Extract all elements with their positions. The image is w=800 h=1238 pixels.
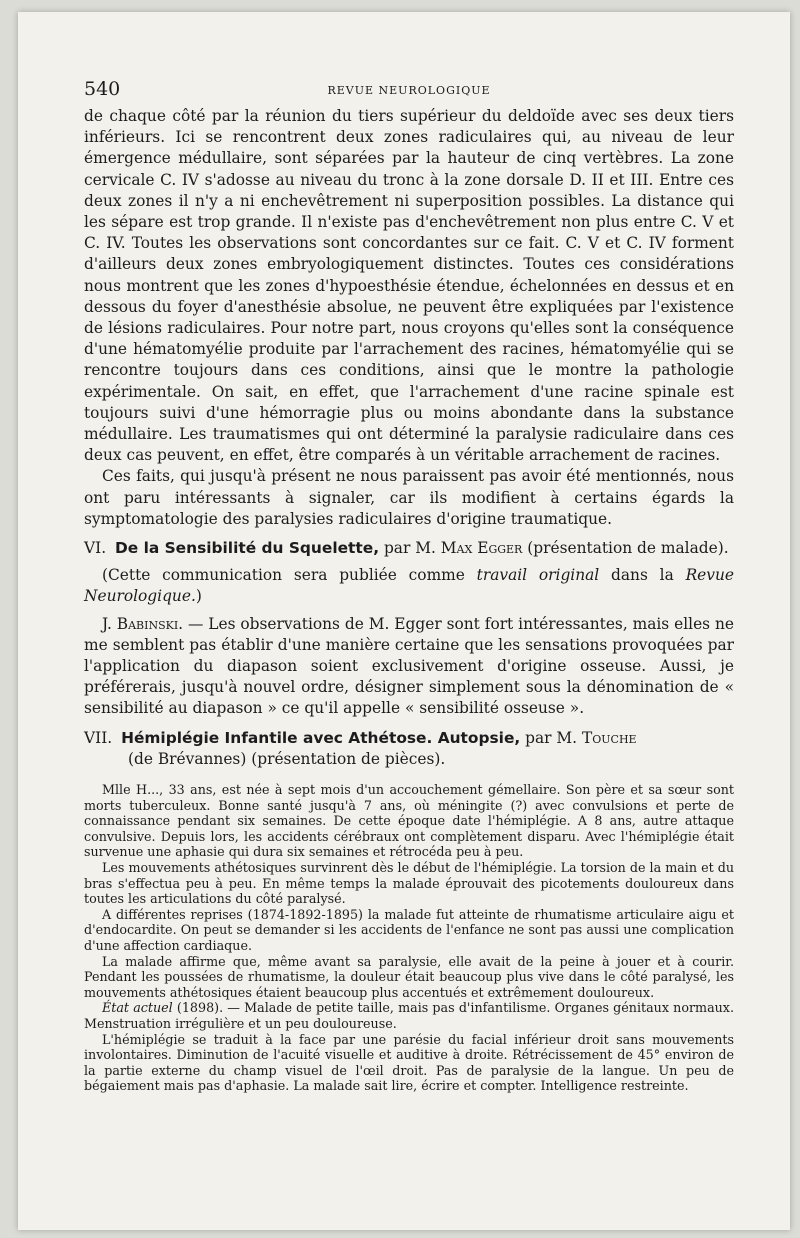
section-vii-number: VII. <box>84 728 113 747</box>
section-vii-by: par M. <box>525 728 578 747</box>
section-vi-author: Max Egger <box>440 539 523 558</box>
case-report <box>84 782 734 1094</box>
case-paragraph: Mlle H..., 33 ans, est née à sept mois d'un accouchement gémellaire. Son père et sa sœur sont morts tuberculeux. Bonne santé jusqu'à 7 ans, où méningite (?) avec convulsions et perte de connaissance pendant six semaines. De cette époque date l'hémiplégie. A 8 ans, autre attaque convulsive. Depuis lors, les accidents cérébraux ont complètement disparu. Avec l'hémiplégie était survenue une aphasie qui dura six semaines et rétrocéda peu à peu. <box>84 782 734 860</box>
section-vi-note: (présentation de malade). <box>527 539 729 558</box>
discussion-text: — Les observations de M. Egger sont fort intéressantes, mais elles ne me semblent pas établir d'une manière certaine que les sensations provoquées par l'application du diapason soient exclusivement d'origine osseuse. Aussi, je préférerais, jusqu'à nouvel ordre, désigner simplement sous la dénomination de « sensibilité au diapason » ce qu'il appelle « sensibilité osseuse ». <box>84 614 734 718</box>
discussant-name: J. Babinski. <box>102 614 184 633</box>
page-number: 540 <box>84 78 121 100</box>
section-vi-title <box>84 538 734 559</box>
discussion-paragraph <box>84 614 734 720</box>
section-vi-number: VI. <box>84 539 107 558</box>
section-vii-author: Touche <box>581 728 637 747</box>
current-state-paragraph <box>84 1000 734 1031</box>
current-state-label: État actuel <box>102 1000 173 1016</box>
publication-note-text: ) <box>195 587 202 606</box>
publication-note-emphasis: travail original <box>476 566 600 585</box>
publication-note-text: (Cette communication sera publiée comme <box>102 566 477 585</box>
scanned-page <box>18 12 790 1230</box>
publication-note <box>84 565 734 607</box>
case-paragraph: L'hémiplégie se traduit à la face par une parésie du facial inférieur droit sans mouvements involontaires. Diminution de l'acuité visuelle et auditive à droite. Rétrécissement de 45° environ de la partie externe du champ visuel de l'œil droit. Pas de paralysie de la langue. Un peu de bégaiement mais pas d'aphasie. La malade sait lire, écrire et compter. Intelligence restreinte. <box>84 1031 734 1094</box>
running-head: REVUE NEUROLOGIQUE <box>327 84 491 97</box>
section-vii-note: (de Brévannes) (présentation de pièces). <box>128 749 446 768</box>
current-state-text: (1898). — Malade de petite taille, mais pas d'infantilisme. Organes génitaux normaux. Menstruation irrégulière et un peu douloureuse. <box>84 1000 734 1031</box>
continuation-paragraph: de chaque côté par la réunion du tiers supérieur du deldoïde avec ses deux tiers inférieurs. Ici se rencontrent deux zones radiculaires qui, au niveau de leur émergence médullaire, sont séparées par la hauteur de cinq vertèbres. La zone cervicale C. IV s'adosse au niveau du tronc à la zone dorsale D. II et III. Entre ces deux zones il n'y a ni enchevêtrement ni superposition possibles. La distance qui les sépare est trop grande. Il n'existe pas d'enchevêtrement non plus entre C. V et C. IV. Toutes les observations sont concordantes sur ce fait. C. V et C. IV forment d'ailleurs deux zones embryologiquement distinctes. Toutes ces considérations nous montrent que les zones d'hypoesthésie étendue, échelonnées en dessus et en dessous du foyer d'anesthésie absolue, ne peuvent être expliquées par l'existence de lésions radiculaires. Pour notre part, nous croyons qu'elles sont la conséquence d'une hématomyélie produite par l'arrachement des racines, hématomyélie qui se rencontre toujours dans ces conditions, ainsi que le montre la pathologie expérimentale. On sait, en effet, que l'arrachement d'une racine spinale est toujours suivi d'une hémorragie plus ou moins abondante dans la substance médullaire. Les traumatismes qui ont déterminé la paralysie radiculaire dans ces deux cas peuvent, en effet, être comparés à un véritable arrachement de racines. <box>84 107 734 465</box>
page-header <box>84 74 734 106</box>
section-vi-by: par M. <box>383 539 436 558</box>
publication-note-text: dans la <box>599 566 686 585</box>
case-paragraph: A différentes reprises (1874-1892-1895) la malade fut atteinte de rhumatisme articulaire aigu et d'endocardite. On peut se demander si les accidents de l'enfance ne sont pas aussi une complication d'une affection cardiaque. <box>84 906 734 954</box>
conclusion-paragraph: Ces faits, qui jusqu'à présent ne nous paraissent pas avoir été mentionnés, nous ont paru intéressants à signaler, car ils modifient à certains égards la symptomatologie des paralysies radiculaires d'origine traumatique. <box>84 467 734 528</box>
section-vi-heading: De la Sensibilité du Squelette, <box>115 539 380 558</box>
journal-name: Revue Neurologique. <box>84 566 734 606</box>
section-vii-heading: Hémiplégie Infantile avec Athétose. Autopsie, <box>121 728 521 747</box>
page-content <box>84 74 734 1094</box>
case-paragraph: La malade affirme que, même avant sa paralysie, elle avait de la peine à jouer et à courir. Pendant les poussées de rhumatisme, la douleur était beaucoup plus vive dans le côté paralysé, les mouvements athétosiques étaient beaucoup plus accentués et extrêmement douloureux. <box>84 953 734 1000</box>
section-vii-title <box>84 728 734 749</box>
case-paragraph: Les mouvements athétosiques survinrent dès le début de l'hémiplégie. La torsion de la main et du bras s'effectua peu à peu. En même temps la malade éprouvait des picotements douloureux dans toutes les articulations du côté paralysé. <box>84 860 734 907</box>
